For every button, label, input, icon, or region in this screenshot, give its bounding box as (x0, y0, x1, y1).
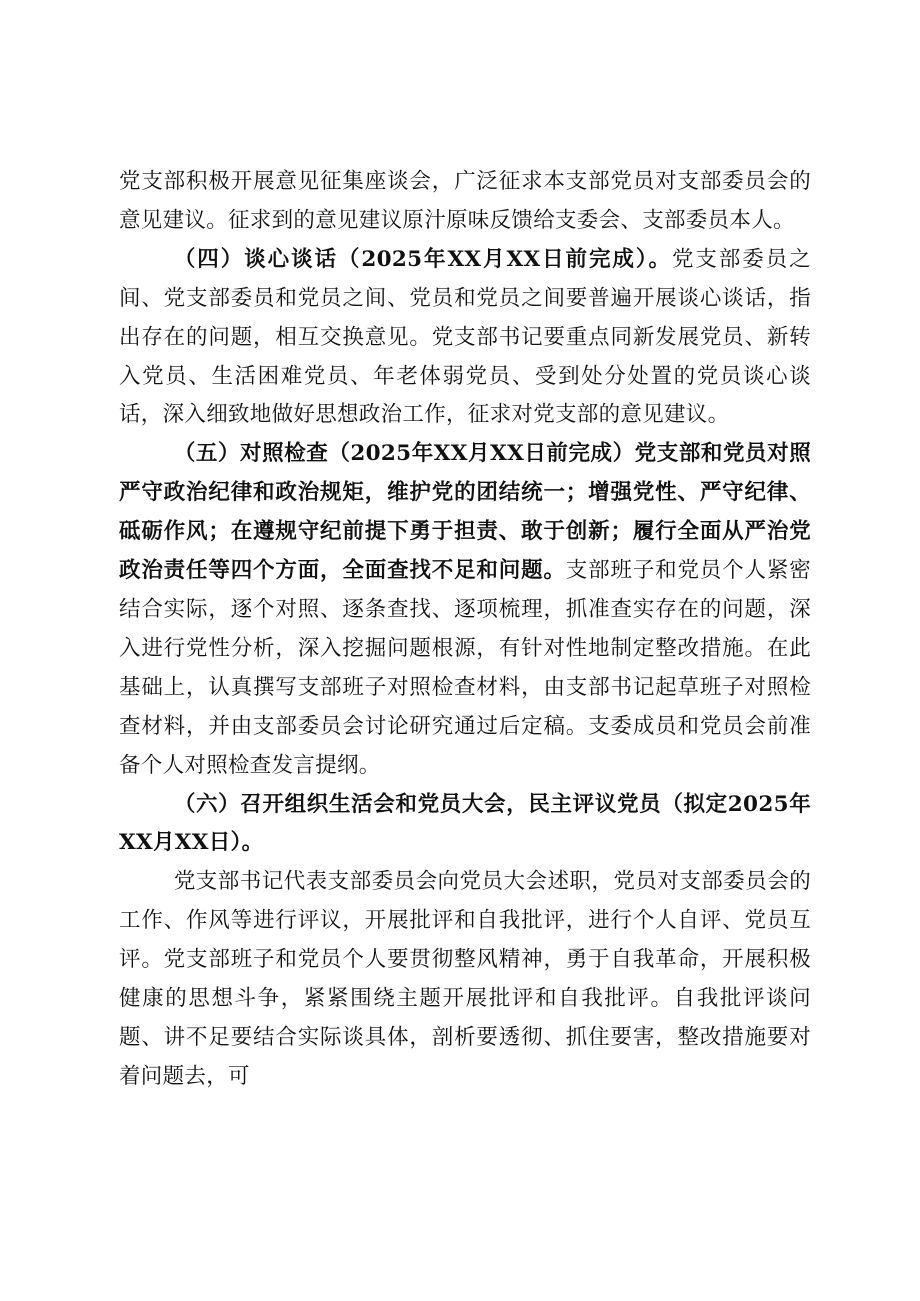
paragraph-text: 支部班子和党员个人紧密结合实际，逐个对照、逐条查找、逐项梳理，抓准查实存在的问题，深入进行党性分析，深入挖掘问题根源，有针对性地制定整改措施。在此基础上，认真撰写支部班子对照检查材料，由支部书记起草班子对照检查材料，并由支部委员会讨论研究通过后定稿。支委成员和党员会前准备个人对照检查发言提纲。 (119, 558, 811, 778)
paragraph-heart-to-heart-talk (119, 241, 811, 436)
paragraph-text: 党支部书记代表支部委员会向党员大会述职，党员对支部委员会的工作、作风等进行评议，开展批评和自我批评，进行个人自评、党员互评。党支部班子和党员个人要贯彻整风精神，勇于自我革命，开展积极健康的思想斗争，紧紧围绕主题开展批评和自我批评。自我批评谈问题、讲不足要结合实际谈具体，剖析要透彻、抓住要害，整改措施要对着问题去，可 (119, 869, 811, 1089)
paragraph-report-and-review (119, 863, 811, 1096)
paragraph-text: 党支部积极开展意见征集座谈会，广泛征求本支部党员对支部委员会的意见建议。征求到的意见建议原汁原味反馈给支委会、支部委员本人。 (119, 169, 811, 233)
section-heading-four: （四）谈心谈话（2025年XX月XX日前完成）。 (173, 246, 672, 272)
paragraph-text: 党支部委员之间、党支部委员和党员之间、党员和党员之间要普遍开展谈心谈话，指出存在的问题，相互交换意见。党支部书记要重点同新发展党员、新转入党员、生活困难党员、年老体弱党员、受到处分处置的党员谈心谈话，深入细致地做好思想政治工作，征求对党支部的意见建议。 (119, 246, 811, 428)
document-body (119, 163, 811, 1097)
paragraph-feedback-collection (119, 163, 811, 241)
paragraph-meeting-heading (119, 786, 811, 864)
section-heading-five: （五）对照检查（2025年XX月XX日前完成）党支部和党员对照严守政治纪律和政治规矩，维护党的团结统一；增强党性、严守纪律、砥砺作风；在遵规守纪前提下勇于担责、敢于创新；履行全面从严治党政治责任等四个方面，全面查找不足和问题。 (119, 441, 811, 584)
section-heading-six: （六）召开组织生活会和党员大会，民主评议党员（拟定2025年XX月XX日）。 (119, 791, 811, 856)
paragraph-self-check (119, 435, 811, 785)
